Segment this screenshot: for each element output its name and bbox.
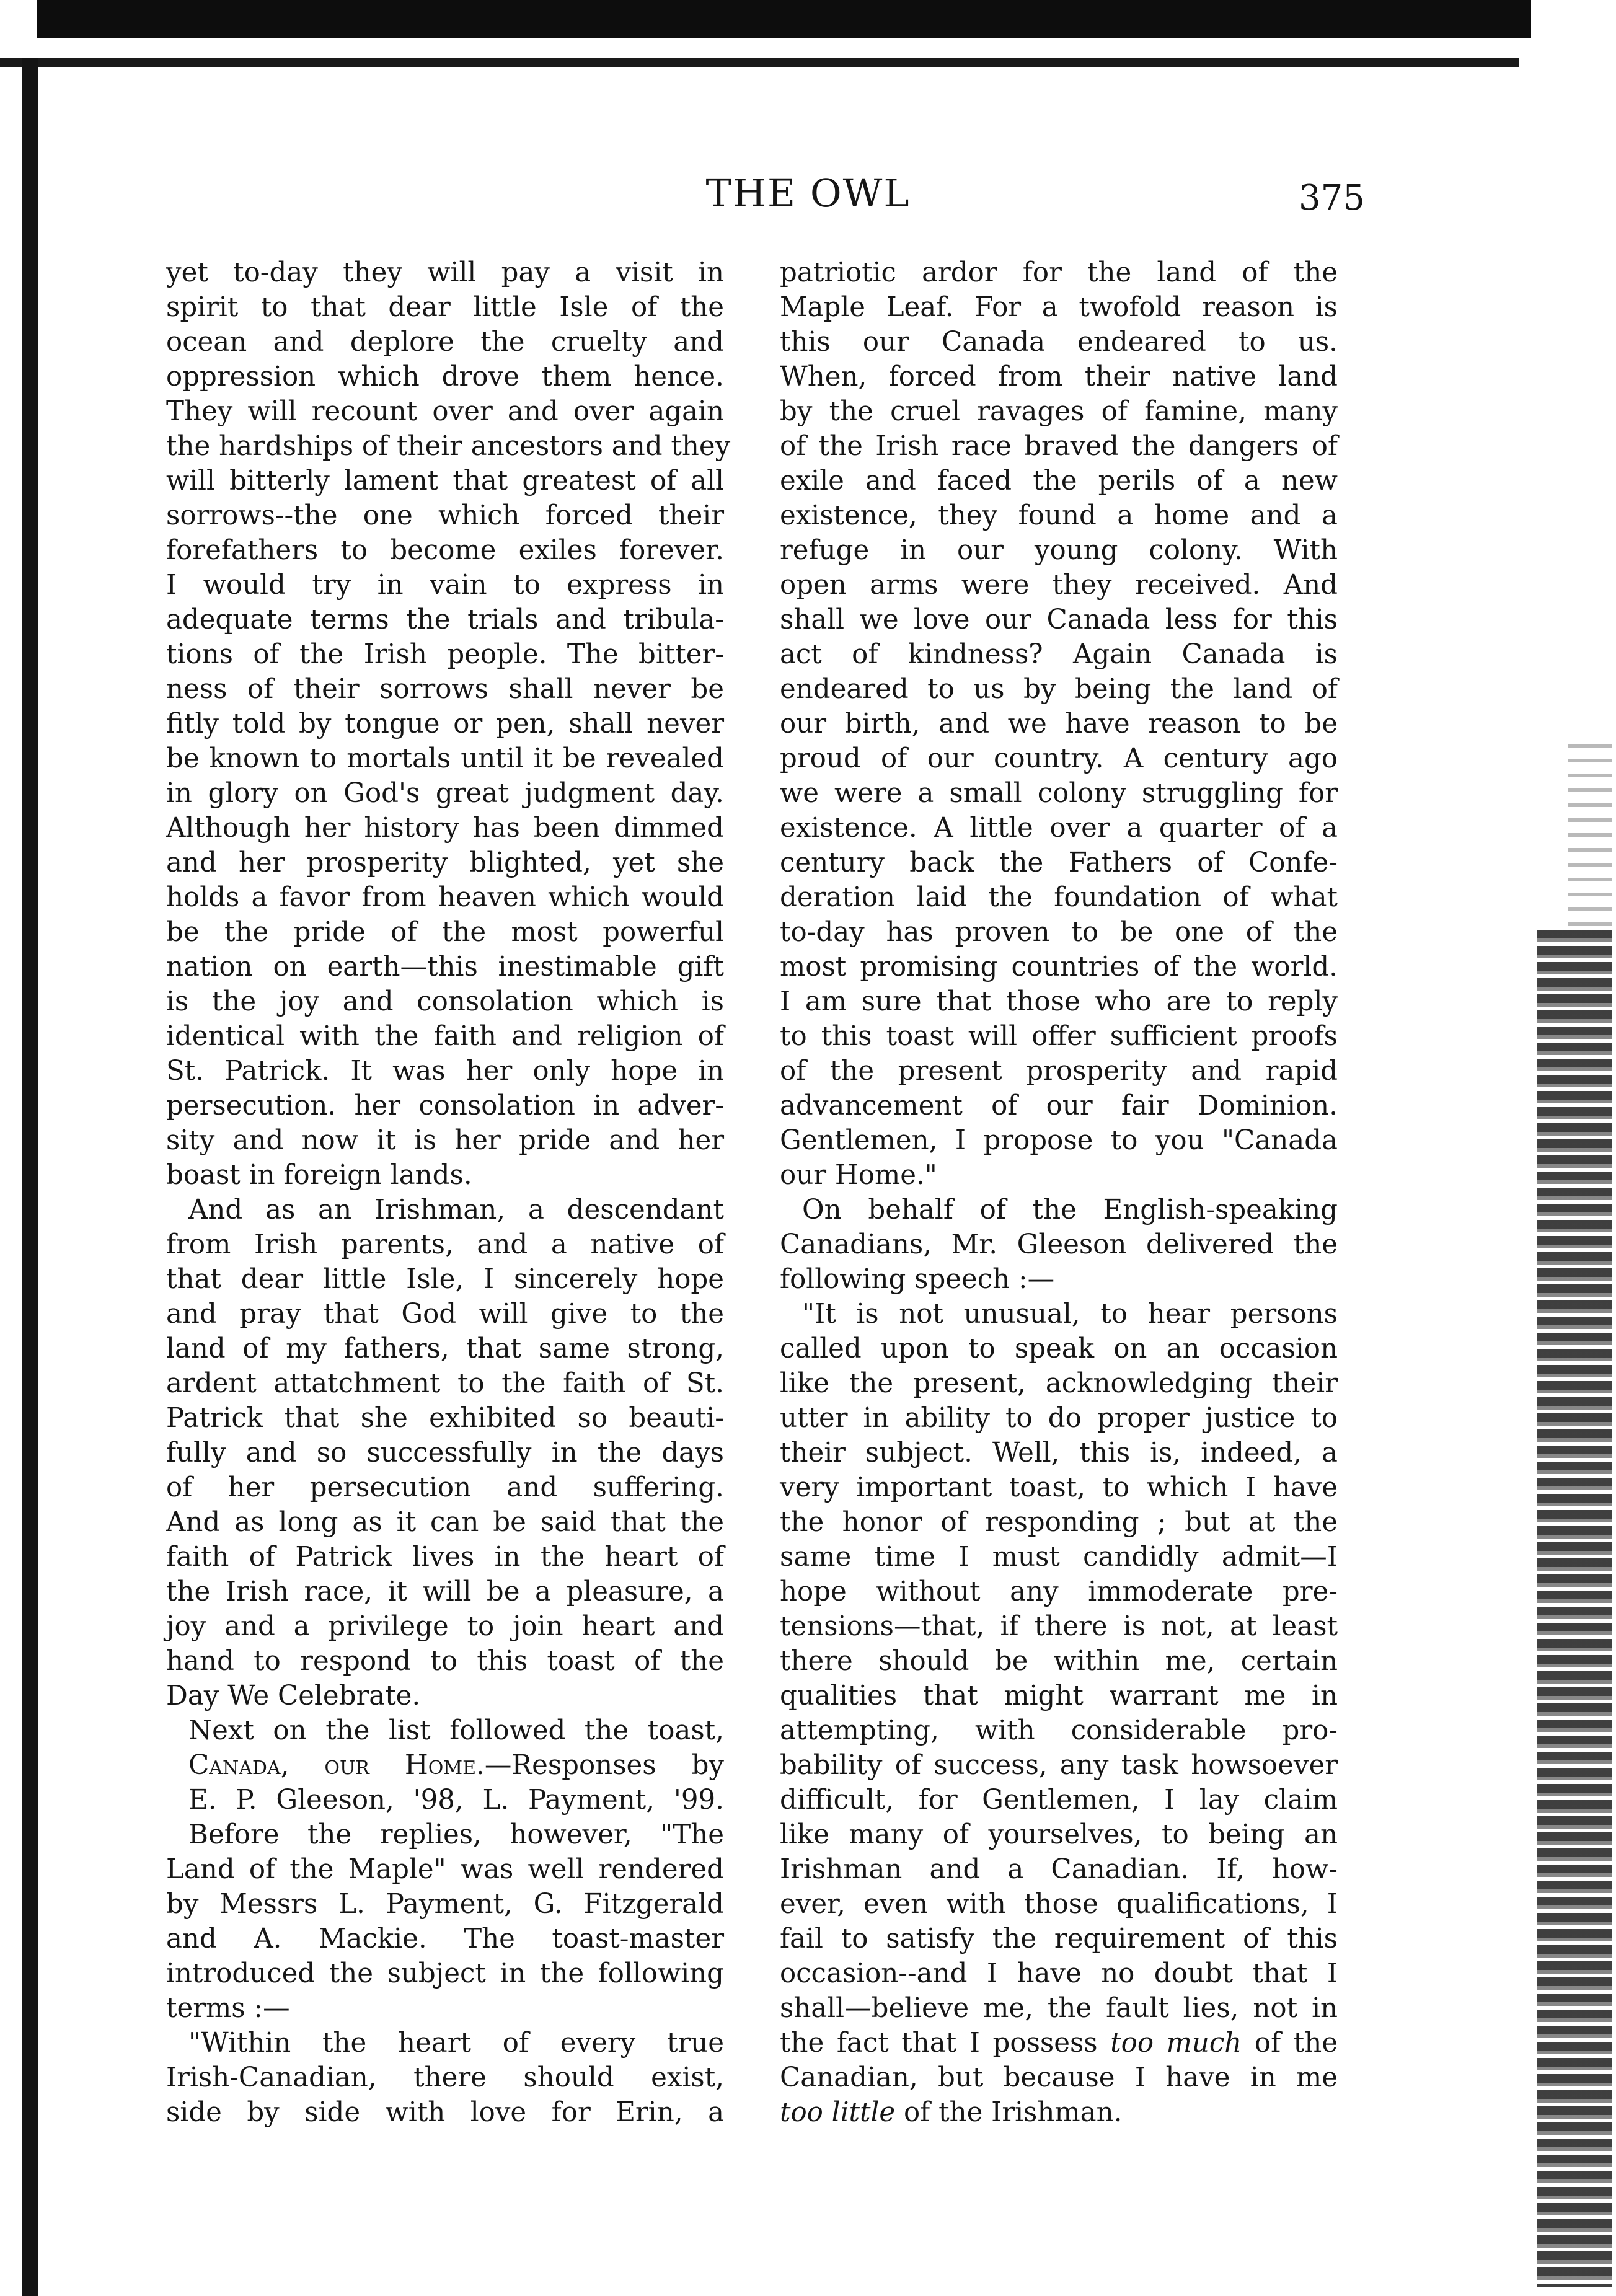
text-line: very important toast, to which I have <box>780 1472 1338 1503</box>
text-line: same time I must candidly admit—I <box>780 1542 1338 1573</box>
text-line: ocean and deplore the cruelty and <box>166 327 724 358</box>
text-line: faith of Patrick lives in the heart of <box>166 1542 724 1573</box>
scan-right-edge-noise <box>1568 744 1612 930</box>
text-line: fully and so successfully in the days <box>166 1437 724 1468</box>
scan-top-border <box>37 0 1531 38</box>
text-line: to-day has proven to be one of the <box>780 917 1338 948</box>
text-line: of her persecution and suffering. <box>166 1472 724 1503</box>
text-line: shall—believe me, the fault lies, not in <box>780 1993 1338 2024</box>
text-line: On behalf of the English-speaking <box>802 1194 1338 1225</box>
text-line: their subject. Well, this is, indeed, a <box>780 1437 1338 1468</box>
text-line: When, forced from their native land <box>780 361 1338 392</box>
text-line: sity and now it is her pride and her <box>166 1125 724 1156</box>
scan-right-edge-pages <box>1537 930 1612 2287</box>
text-line: And as long as it can be said that the <box>166 1507 724 1538</box>
line-fragment: of the Irishman. <box>895 2097 1123 2128</box>
text-line: Canadians, Mr. Gleeson delivered the <box>780 1229 1338 1260</box>
text-line: be known to mortals until it be revealed <box>166 743 724 774</box>
text-line: advancement of our fair Dominion. <box>780 1090 1338 1121</box>
text-line: "Within the heart of every true <box>188 2028 724 2059</box>
text-line: proud of our country. A century ago <box>780 743 1338 774</box>
text-line: Day We Celebrate. <box>166 1680 421 1711</box>
text-line: boast in foreign lands. <box>166 1160 472 1191</box>
text-line: in glory on God's great judgment day. <box>166 778 724 809</box>
text-line: qualities that might warrant me in <box>780 1680 1338 1711</box>
toast-title: Canada, our Home. <box>188 1750 485 1781</box>
text-line <box>166 1748 724 1783</box>
text-line: patriotic ardor for the land of the <box>780 257 1338 288</box>
text-line: forefathers to become exiles forever. <box>166 535 724 566</box>
text-line: of the present prosperity and rapid <box>780 1056 1338 1087</box>
text-line: spirit to that dear little Isle of the <box>166 292 724 323</box>
text-line: occasion--and I have no doubt that I <box>780 1958 1338 1989</box>
text-line: and A. Mackie. The toast-master <box>166 1923 724 1954</box>
text-line: Land of the Maple" was well rendered <box>166 1854 724 1885</box>
text-line: And as an Irishman, a descendant <box>188 1194 724 1225</box>
text-line: fail to satisfy the requirement of this <box>780 1923 1338 1954</box>
text-line: deration laid the foundation of what <box>780 882 1338 913</box>
text-line: I am sure that those who are to reply <box>780 986 1338 1017</box>
text-line: joy and a privilege to join heart and <box>166 1611 724 1642</box>
text-line: introduced the subject in the following <box>166 1958 724 1989</box>
text-line: the honor of responding ; but at the <box>780 1507 1338 1538</box>
text-line: sorrows--the one which forced their <box>166 500 724 531</box>
text-line: Irish-Canadian, there should exist, <box>166 2062 724 2093</box>
text-line: Although her history has been dimmed <box>166 813 724 844</box>
text-line: and pray that God will give to the <box>166 1299 724 1330</box>
text-line: I would try in vain to express in <box>166 570 724 601</box>
text-line: bability of success, any task howsoever <box>780 1750 1338 1781</box>
text-line: identical with the faith and religion of <box>166 1021 724 1052</box>
text-line: tensions—that, if there is not, at least <box>780 1611 1338 1642</box>
page-number: 375 <box>1299 178 1365 218</box>
text-line: St. Patrick. It was her only hope in <box>166 1056 724 1087</box>
text-line: existence. A little over a quarter of a <box>780 813 1338 844</box>
text-line: yet to-day they will pay a visit in <box>166 257 724 288</box>
text-line: called upon to speak on an occasion <box>780 1333 1338 1364</box>
scan-left-border <box>22 58 38 2296</box>
text-line: exile and faced the perils of a new <box>780 466 1338 497</box>
line-fragment: of the <box>1242 2028 1338 2059</box>
text-line: terms :— <box>166 1993 290 2024</box>
scan-top-rule <box>0 58 1519 67</box>
text-line: land of my fathers, that same strong, <box>166 1333 724 1364</box>
text-line: ever, even with those qualifications, I <box>780 1889 1338 1920</box>
text-line: we were a small colony struggling for <box>780 778 1338 809</box>
text-line: difficult, for Gentlemen, I lay claim <box>780 1785 1338 1816</box>
text-line: hand to respond to this toast of the <box>166 1646 724 1677</box>
text-line: Irishman and a Canadian. If, how- <box>780 1854 1338 1885</box>
text-line: our birth, and we have reason to be <box>780 709 1338 740</box>
text-line: from Irish parents, and a native of <box>166 1229 724 1260</box>
text-line: this our Canada endeared to us. <box>780 327 1338 358</box>
text-line: ness of their sorrows shall never be <box>166 674 724 705</box>
text-line: endeared to us by being the land of <box>780 674 1338 705</box>
text-line: refuge in our young colony. With <box>780 535 1338 566</box>
text-line: oppression which drove them hence. <box>166 361 724 392</box>
text-line: act of kindness? Again Canada is <box>780 639 1338 670</box>
text-line: attempting, with considerable pro- <box>780 1715 1338 1746</box>
italic-emphasis: too much <box>1110 2028 1242 2059</box>
text-line: Gentlemen, I propose to you "Canada <box>780 1125 1338 1156</box>
text-line: shall we love our Canada less for this <box>780 604 1338 635</box>
text-line: Maple Leaf. For a twofold reason is <box>780 292 1338 323</box>
text-column-left <box>166 255 731 2130</box>
text-line: E. P. Gleeson, '98, L. Payment, '99. <box>188 1785 724 1816</box>
text-line: existence, they found a home and a <box>780 500 1338 531</box>
text-line: and her prosperity blighted, yet she <box>166 847 724 878</box>
text-line: They will recount over and over again <box>166 396 724 427</box>
text-line: utter in ability to do proper justice to <box>780 1403 1338 1434</box>
text-line: that dear little Isle, I sincerely hope <box>166 1264 724 1295</box>
text-line: nation on earth—this inestimable gift <box>166 952 724 982</box>
running-title: THE OWL <box>705 170 911 216</box>
text-line: "It is not unusual, to hear persons <box>802 1299 1338 1330</box>
line-fragment: the fact that I possess <box>780 2028 1111 2059</box>
text-line: Canadian, but because I have in me <box>780 2062 1338 2093</box>
line-fragment: —Responses by <box>484 1750 724 1781</box>
text-line: by Messrs L. Payment, G. Fitzgerald <box>166 1889 724 1920</box>
italic-emphasis: too little <box>780 2097 896 2128</box>
text-line: the Irish race, it will be a pleasure, a <box>166 1576 724 1607</box>
page-header <box>0 162 1616 224</box>
text-line: Patrick that she exhibited so beauti- <box>166 1403 724 1434</box>
text-line: is the joy and consolation which is <box>166 986 724 1017</box>
text-line: open arms were they received. And <box>780 570 1338 601</box>
text-line: century back the Fathers of Confe- <box>780 847 1338 878</box>
text-line: to this toast will offer sufficient proofs <box>780 1021 1338 1052</box>
text-line: will bitterly lament that greatest of all <box>166 466 724 497</box>
text-line: there should be within me, certain <box>780 1646 1338 1677</box>
text-line: hope without any immoderate pre- <box>780 1576 1338 1607</box>
text-line: holds a favor from heaven which would <box>166 882 724 913</box>
text-line: like many of yourselves, to being an <box>780 1819 1338 1850</box>
text-line: tions of the Irish people. The bitter- <box>166 639 724 670</box>
text-line: side by side with love for Erin, a <box>166 2097 724 2128</box>
text-line: Next on the list followed the toast, <box>188 1715 724 1746</box>
text-line: following speech :— <box>780 1264 1055 1295</box>
text-line: ardent attatchment to the faith of St. <box>166 1368 724 1399</box>
text-line: fitly told by tongue or pen, shall never <box>166 709 724 740</box>
text-column-right <box>780 255 1338 2130</box>
text-line: be the pride of the most powerful <box>166 917 724 948</box>
text-line: our Home." <box>780 1160 937 1191</box>
text-line: of the Irish race braved the dangers of <box>780 431 1338 462</box>
text-line: the hardships of their ancestors and they <box>166 431 731 462</box>
text-line <box>780 2026 1338 2060</box>
text-line: persecution. her consolation in adver- <box>166 1090 724 1121</box>
text-line: adequate terms the trials and tribula- <box>166 604 724 635</box>
text-line: Before the replies, however, "The <box>188 1819 724 1850</box>
text-line: most promising countries of the world. <box>780 952 1338 982</box>
text-line: like the present, acknowledging their <box>780 1368 1338 1399</box>
text-line: by the cruel ravages of famine, many <box>780 396 1338 427</box>
text-line <box>780 2095 1338 2130</box>
